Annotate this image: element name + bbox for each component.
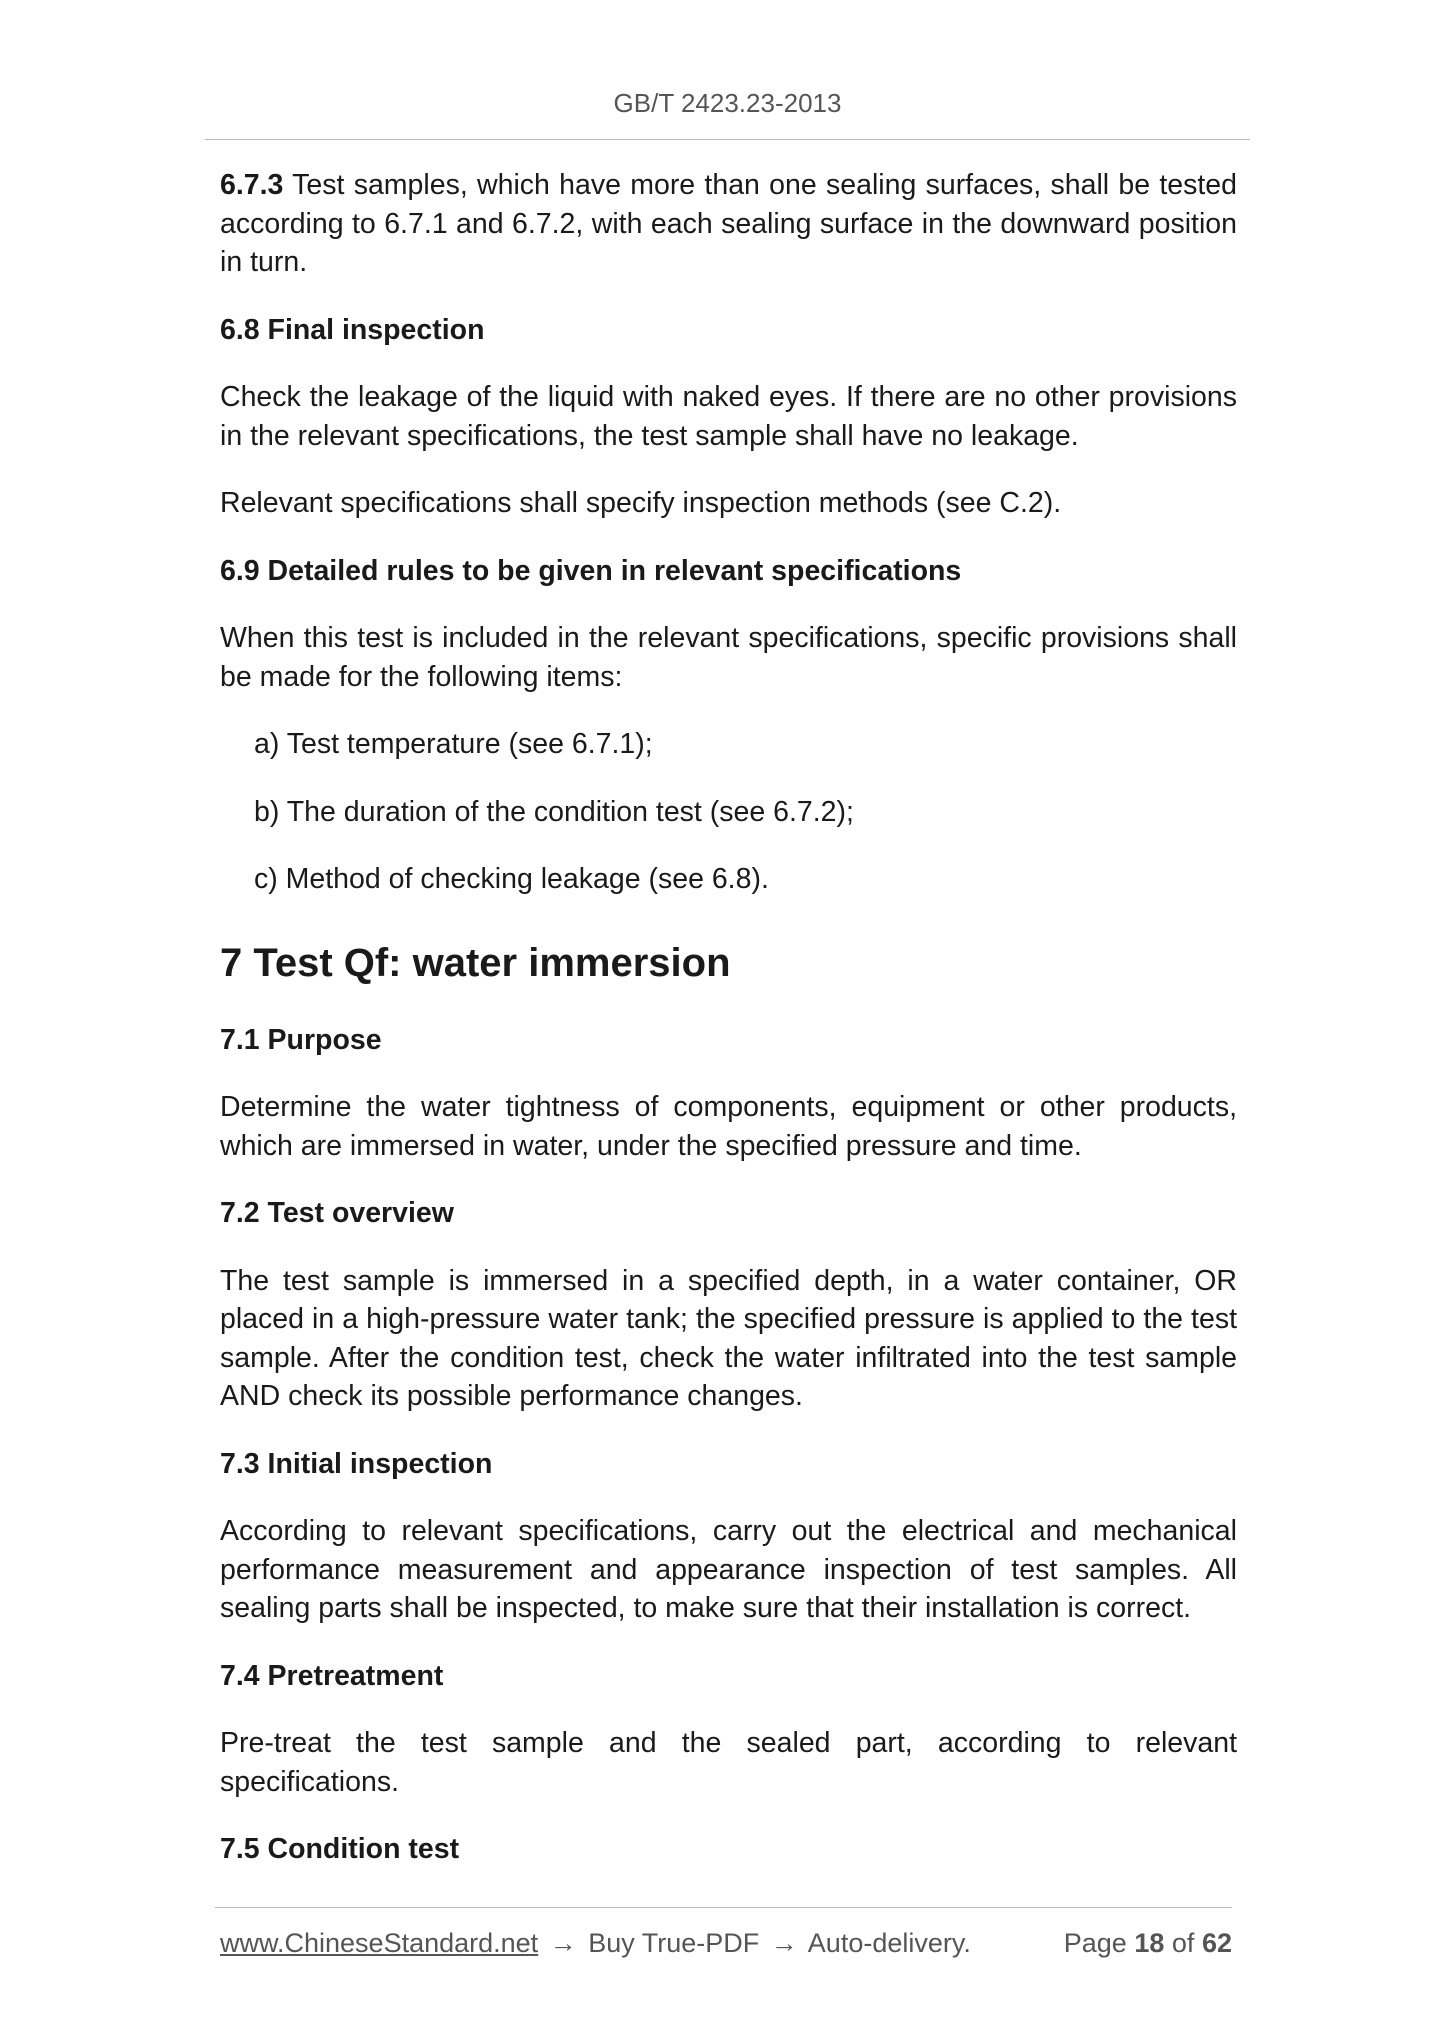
- arrow-right-icon: →: [549, 1928, 577, 1958]
- arrow-right-icon: →: [770, 1928, 798, 1958]
- footer-promo: [220, 1928, 971, 1959]
- paragraph-7-4: Pre-treat the test sample and the sealed part, according to relevant specifications.: [220, 1727, 1237, 1798]
- list-item: a) Test temperature (see 6.7.1);: [254, 728, 653, 760]
- heading-7-2: 7.2 Test overview: [220, 1197, 454, 1229]
- header-divider: [205, 139, 1250, 140]
- requirements-list: [220, 725, 1237, 899]
- page-label: Page: [1063, 1928, 1127, 1958]
- page-number: [1064, 1928, 1232, 1959]
- heading-7-3: 7.3 Initial inspection: [220, 1447, 493, 1480]
- clause-text: Test samples, which have more than one sealing surfaces, shall be tested according to 6.7.1 and 6.7.2, with each sealing surface in the downward position in turn.: [220, 169, 1237, 278]
- page-current: 18: [1134, 1928, 1165, 1958]
- delivery-text: Auto-delivery.: [807, 1928, 971, 1958]
- list-item: c) Method of checking leakage (see 6.8).: [254, 863, 769, 895]
- paragraph-7-3: According to relevant specifications, carry out the electrical and mechanical performance measurement and appearance inspection of test samples. All sealing parts shall be inspected, to make sure that their installation is correct.: [220, 1515, 1237, 1624]
- paragraph-6-7-3: [220, 166, 1237, 282]
- paragraph-6-8-2: Relevant specifications shall specify inspection methods (see C.2).: [220, 487, 1062, 519]
- paragraph-7-2: The test sample is immersed in a specified depth, in a water container, OR placed in a high-pressure water tank; the specified pressure is applied to the test sample. After the condition test, check the water infiltrated into the test sample AND check its possible performance changes.: [220, 1264, 1237, 1412]
- heading-7: 7 Test Qf: water immersion: [220, 940, 731, 985]
- heading-6-9: 6.9 Detailed rules to be given in relevant specifications: [220, 554, 962, 587]
- of-label: of: [1171, 1928, 1195, 1958]
- page-header: GB/T 2423.23-2013: [613, 88, 842, 118]
- buy-text: Buy True-PDF: [588, 1928, 760, 1958]
- document-body: [220, 166, 1237, 1898]
- heading-6-8: 6.8 Final inspection: [220, 313, 485, 346]
- heading-7-1: 7.1 Purpose: [220, 1023, 382, 1056]
- heading-7-5: 7.5 Condition test: [220, 1833, 460, 1865]
- clause-number: 6.7.3: [220, 169, 284, 201]
- heading-7-4: 7.4 Pretreatment: [220, 1659, 444, 1692]
- page-total: 62: [1201, 1928, 1232, 1958]
- paragraph-7-1: Determine the water tightness of components, equipment or other products, which are immersed in water, under the specified pressure and time.: [220, 1091, 1237, 1162]
- paragraph-6-9-1: When this test is included in the relevant specifications, specific provisions shall be made for the following items:: [220, 622, 1237, 693]
- footer-divider: [215, 1907, 1232, 1908]
- list-item: b) The duration of the condition test (see 6.7.2);: [254, 795, 854, 828]
- website-link[interactable]: www.ChineseStandard.net: [220, 1928, 539, 1958]
- paragraph-6-8-1: Check the leakage of the liquid with naked eyes. If there are no other provisions in the relevant specifications, the test sample shall have no leakage.: [220, 381, 1237, 452]
